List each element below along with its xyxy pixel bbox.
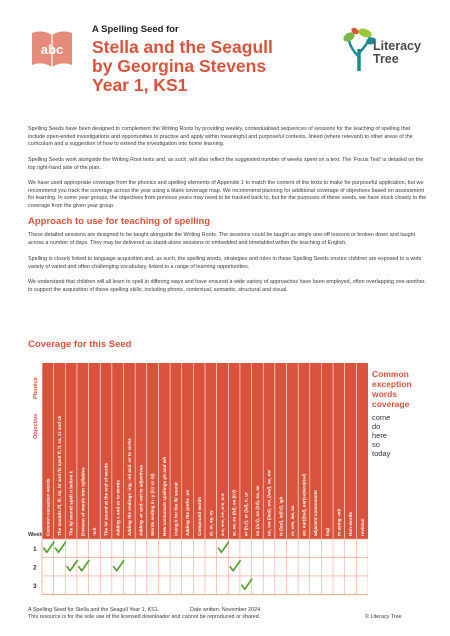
column-header: m using -mb bbox=[336, 508, 342, 536]
column-header: ar, ee, ea (/ɛ/), ea (/i:/) bbox=[231, 490, 237, 536]
common-exception-title-line: coverage bbox=[372, 399, 410, 409]
common-exception-title-line: exception bbox=[372, 379, 412, 389]
common-exception-word: come bbox=[372, 413, 391, 422]
coverage-table bbox=[28, 363, 368, 595]
common-exception-word: so bbox=[372, 440, 380, 449]
approach-heading: Approach to use for teaching of spelling bbox=[28, 216, 211, 227]
common-exception-title-line: words bbox=[372, 389, 398, 399]
common-exception-panel bbox=[372, 369, 432, 458]
header bbox=[0, 0, 450, 105]
title-line-1: Stella and the Seagull bbox=[92, 37, 273, 57]
logo-text-line-2: Tree bbox=[373, 52, 399, 66]
column-header: Using k for the /k/ sound bbox=[173, 482, 179, 536]
approach-paragraph-2: Spelling is closely linked to language acquisition and, as such, the spelling words, strategies and rules in these Spelling Seeds ensure children are exposed to a wide variety of varied and often challenging vocabulary, linked to a range of learning opportunities. bbox=[28, 256, 422, 270]
column-header: Division of words into syllables bbox=[80, 467, 86, 536]
title-line-3: Year 1, KS1 bbox=[92, 75, 188, 95]
column-header: The sounds /f/, /l/, /s/, /z/ and /k/ spelt ff, ll, ss, zz and ck bbox=[57, 415, 63, 536]
common-exception-word: here bbox=[372, 431, 388, 440]
column-header: revision bbox=[359, 518, 365, 536]
phonics-label: Phonics bbox=[33, 377, 39, 399]
column-header: -tch bbox=[91, 527, 97, 536]
column-header: The /ŋ/ sound spelt n before k bbox=[68, 470, 74, 536]
column-header: Adding s and es to words bbox=[115, 480, 121, 536]
page-title bbox=[92, 38, 332, 95]
literacy-tree-wordmark bbox=[373, 40, 421, 66]
column-header: ie (/aɪ/), ie(/i:/), igh bbox=[278, 496, 284, 536]
approach-paragraph-1: These detailed sessions are designed to be taught alongside the Writing Roots. The sessions could be taught as single one-off lessons or broken down and taught across a number of days. They may be delivered as stand-alone sessions or embedded and timetabled within the teaching of English. bbox=[28, 232, 416, 246]
column-header: air, ear((/ɪə/), ear(ɛə)/are(/ɛə/) bbox=[301, 473, 307, 536]
column-header: Common exception words bbox=[45, 478, 51, 536]
column-header: or, ore, aw, au bbox=[289, 505, 295, 536]
intro-paragraph-1: Spelling Seeds have been designed to complement the Writing Roots by providing weekly, contextualised sequences of sessions for the teaching of spelling that include open-ended investigations and opportunities to practise and apply within meaningful and purposeful contexts, linked (where relevant) to other areas of the curriculum and a suggestion of how to extend the investigation into home learning. bbox=[28, 126, 413, 148]
column-header: ai, oi, ay, oy bbox=[208, 510, 214, 536]
footer-copyright: © Literacy Tree bbox=[365, 614, 402, 620]
common-exception-word-list bbox=[372, 413, 432, 458]
approach-paragraph-3: We understand that children will all learn to spell in differing ways and have ensured a wide variety of approaches have been employed, often overlapping one-another, to support the acquisition of these spelling skills, including phonic, contextual, semantic, structural and visual. bbox=[28, 279, 426, 293]
column-header: oo (/uː/), oo (/ʊ/), oa, oe bbox=[254, 485, 260, 536]
column-header: er (/ɜː/), er (/ə/), ir, ur bbox=[243, 492, 249, 536]
intro-paragraph-3: We have used appropriate coverage from the phonics and spelling elements of Appendix 1 to match the content of the texts to make for purposeful application, but we recommend you track the coverage across the year using a blank coverage map. We recommend planning for additional coverage of objectives based on assessment for learning. In some year groups, the objectives from previous years may need to be tracked back to, but for the purposes of these seeds, we have stuck closely to the coverage from the given year group. bbox=[28, 180, 427, 209]
coverage-heading: Coverage for this Seed bbox=[28, 339, 132, 350]
common-exception-title-line: Common bbox=[372, 369, 409, 379]
column-header: adjacent consonants bbox=[313, 490, 319, 536]
column-header: Non-words bbox=[348, 512, 354, 536]
week-number: 2 bbox=[33, 564, 37, 572]
footer-line-1: A Spelling Seed for Stella and the Seagull Year 1, KS1. bbox=[28, 607, 160, 613]
common-exception-title bbox=[372, 369, 432, 409]
logo-text-line-1: Literacy bbox=[373, 39, 421, 53]
column-header: Compound words bbox=[196, 496, 202, 536]
column-header: Adding the prefix -un bbox=[185, 489, 191, 536]
footer-line-2: This resource is for the sole use of the licensed downloader and cannot be reproduced or shared. bbox=[28, 613, 261, 620]
column-header: /ng/ bbox=[324, 527, 330, 536]
pre-title: A Spelling Seed for bbox=[92, 24, 179, 35]
objective-label: Objective bbox=[33, 413, 39, 439]
intro-paragraph-2: Spelling Seeds work alongside the Writing Root texts and, as such, will also reflect the suggested number of weeks spent on a text. The 'Focus Text' is detailed on the top right-hand side of the plan. bbox=[28, 157, 424, 171]
week-number: 3 bbox=[33, 582, 37, 590]
column-header: a-e, e-e, i-e, o-e, u-e bbox=[220, 493, 226, 536]
abc-badge-text: abc bbox=[40, 42, 64, 57]
column-header: ou, ow (/aʊ/), ow, (/əʊ/), ue, ew bbox=[266, 470, 272, 536]
footer-date: Date written: November 2024 bbox=[190, 607, 261, 613]
column-header: New consonant spellings ph and wh bbox=[161, 456, 167, 536]
column-header: Adding the endings -ing, -ed and -er to verbs bbox=[126, 438, 132, 536]
column-header: The /v/ sound at the end of words bbox=[103, 463, 109, 536]
week-label: Week bbox=[28, 532, 43, 538]
column-header: Words ending in -y (/i:/ or /ɪ/) bbox=[150, 473, 156, 536]
abc-book-icon bbox=[28, 27, 76, 71]
week-number: 1 bbox=[33, 545, 37, 553]
title-line-2: by Georgina Stevens bbox=[92, 56, 267, 76]
column-header: Adding -er and -est to adjectives bbox=[138, 465, 144, 536]
common-exception-word: do bbox=[372, 422, 381, 431]
common-exception-word: today bbox=[372, 449, 391, 458]
